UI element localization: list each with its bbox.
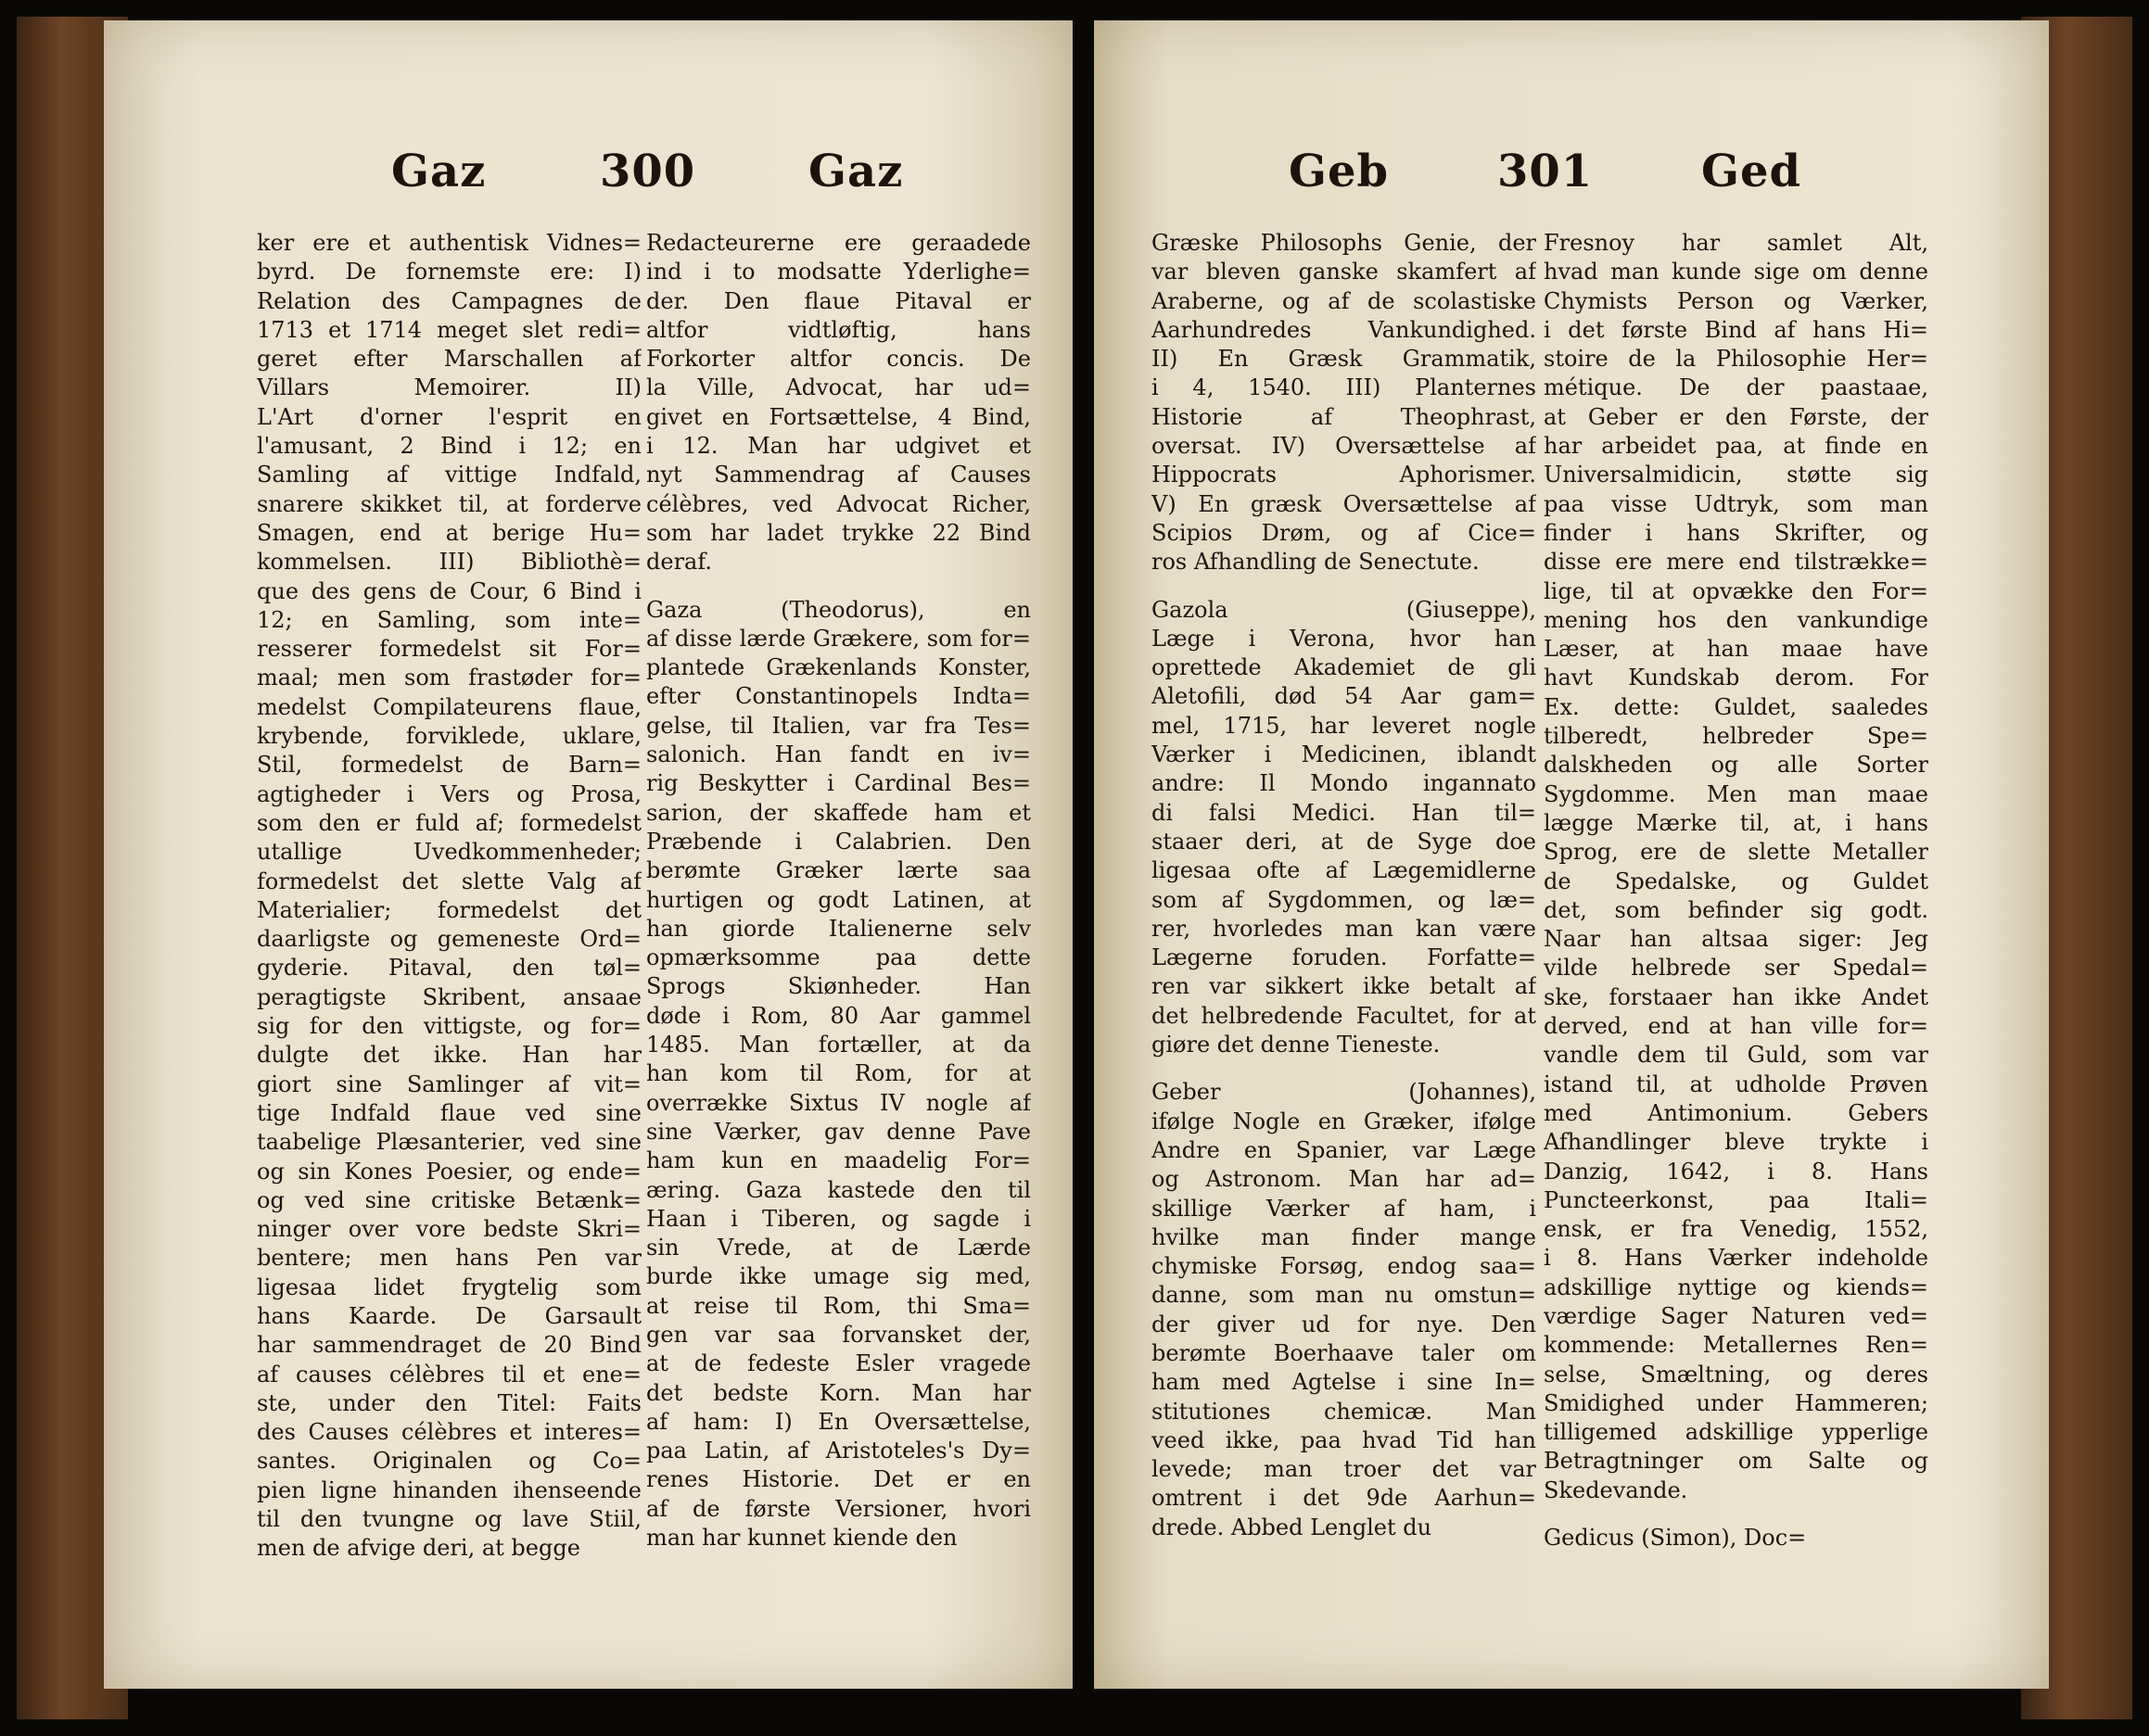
text-line: dulgte det ikke. Han har [257, 1042, 642, 1069]
text-line: Lægerne foruden. Forfatte= [1151, 944, 1536, 971]
text-line: santes. Originalen og Co= [257, 1448, 642, 1475]
text-line: berømte Boerhaave taler om [1151, 1339, 1536, 1366]
text-line: opmærksomme paa dette [646, 944, 1031, 971]
text-line: des Causes célèbres et interes= [257, 1419, 642, 1446]
header-left-word: Geb [1289, 146, 1390, 197]
text-line: gyderie. Pitaval, den tøl= [257, 955, 642, 982]
text-line: rer, hvorledes man kan være [1151, 915, 1536, 942]
text-line: 12; en Samling, som inte= [257, 606, 642, 633]
text-line: ifølge Nogle en Græker, ifølge [1151, 1108, 1536, 1134]
page-301 [1094, 20, 2049, 1689]
text-line: Materialier; formedelst det [257, 896, 642, 923]
text-line: célèbres, ved Advocat Richer, [646, 490, 1031, 517]
text-line: utallige Uvedkommenheder; [257, 839, 642, 866]
text-line: af disse lærde Grækere, som for= [646, 625, 1031, 652]
text-column-1 [257, 229, 642, 1564]
text-line: kommelsen. III) Bibliothè= [257, 549, 642, 576]
text-line: døde i Rom, 80 Aar gammel [646, 1002, 1031, 1029]
text-line: II) En Græsk Grammatik, [1151, 346, 1536, 373]
text-line: og Astronom. Man har ad= [1151, 1166, 1536, 1193]
text-line: sig for den vittigste, og for= [257, 1013, 642, 1040]
page-300 [104, 20, 1073, 1689]
text-line: det bedste Korn. Man har [646, 1379, 1031, 1406]
text-line: Hippocrats Aphorismer. [1151, 462, 1536, 488]
text-line: veed ikke, paa hvad Tid han [1151, 1426, 1536, 1453]
text-line: ham kun en maadelig For= [646, 1147, 1031, 1174]
text-line: af de første Versioner, hvori [646, 1495, 1031, 1522]
text-line: 1713 et 1714 meget slet redi= [257, 316, 642, 343]
text-line: Sprog, ere de slette Metaller [1544, 839, 1928, 866]
text-line: krybende, forviklede, uklare, [257, 723, 642, 750]
text-line: men de afvige deri, at begge [257, 1535, 580, 1562]
text-line: han giorde Italienerne selv [646, 915, 1031, 942]
text-line: at reise til Rom, thi Sma= [646, 1292, 1031, 1319]
text-line: lægge Mærke til, at, i hans [1544, 809, 1928, 836]
text-line: hurtigen og godt Latinen, at [646, 886, 1031, 913]
text-line: ind i to modsatte Yderlighe= [646, 259, 1031, 285]
text-line: af causes célèbres til et ene= [257, 1361, 642, 1388]
text-line: omtrent i det 9de Aarhun= [1151, 1485, 1536, 1512]
text-line: métique. De der paastaae, [1544, 374, 1928, 401]
text-line: levede; man troer det var [1151, 1456, 1536, 1483]
text-line: lige, til at opvække den For= [1544, 577, 1928, 604]
running-header [1094, 146, 2049, 210]
text-line: Chymists Person og Værker, [1544, 287, 1928, 314]
text-line: har arbeidet paa, at finde en [1544, 433, 1928, 460]
text-line: sarion, der skaffede ham et [646, 799, 1031, 826]
text-line: Historie af Theophrast, [1151, 403, 1536, 430]
text-line: vandle dem til Guld, som var [1544, 1042, 1928, 1069]
text-line: resserer formedelst sit For= [257, 636, 642, 663]
page-number: 300 [600, 146, 696, 197]
text-line: Værker i Medicinen, iblandt [1151, 741, 1536, 768]
text-line: Samling af vittige Indfald, [257, 462, 642, 488]
text-line: Danzig, 1642, i 8. Hans [1544, 1158, 1928, 1185]
text-line: hvilke man finder mange [1151, 1223, 1536, 1250]
text-line: kommende: Metallernes Ren= [1544, 1332, 1928, 1359]
text-line: drede. Abbed Lenglet du [1151, 1514, 1432, 1540]
text-line: di falsi Medici. Han til= [1151, 799, 1536, 826]
text-line: vilde helbrede ser Spedal= [1544, 955, 1928, 982]
text-line: medelst Compilateurens flaue, [257, 693, 642, 720]
text-line: ros Afhandling de Senectute. [1151, 549, 1480, 576]
text-line: paa visse Udtryk, som man [1544, 490, 1928, 517]
text-line: Relation des Campagnes de [257, 287, 642, 314]
text-line: ensk, er fra Venedig, 1552, [1544, 1216, 1928, 1243]
text-line: agtigheder i Vers og Prosa, [257, 780, 642, 807]
text-line: daarligste og gemeneste Ord= [257, 926, 642, 953]
text-line: l'amusant, 2 Bind i 12; en [257, 433, 642, 460]
text-line: som har ladet trykke 22 Bind [646, 519, 1031, 546]
text-line: pien ligne hinanden ihenseende [257, 1476, 642, 1503]
text-line: ske, forstaaer han ikke Andet [1544, 983, 1928, 1010]
text-line: overrække Sixtus IV nogle af [646, 1089, 1031, 1116]
text-line: oprettede Akademiet de gli [1151, 654, 1536, 681]
text-line: og sin Kones Poesier, og ende= [257, 1158, 642, 1185]
text-line: ham med Agtelse i sine In= [1151, 1369, 1536, 1396]
text-line: tilligemed adskillige ypperlige [1544, 1419, 1928, 1446]
text-line: Redacteurerne ere geraadede [646, 230, 1031, 256]
text-line: danne, som man nu omstun= [1151, 1282, 1536, 1309]
text-line: Araberne, og af de scolastiske [1151, 287, 1536, 314]
text-line: oversat. IV) Oversættelse af [1151, 433, 1536, 460]
text-line: Andre en Spanier, var Læge [1151, 1136, 1536, 1163]
text-line: skillige Værker af ham, i [1151, 1195, 1536, 1222]
text-line: Sprogs Skiønheder. Han [646, 973, 1031, 1000]
text-line: ste, under den Titel: Faits [257, 1389, 642, 1416]
text-column-2 [1544, 229, 1928, 1552]
text-line: Villars Memoirer. II) [257, 374, 642, 401]
text-line: tilberedt, helbreder Spe= [1544, 723, 1928, 750]
text-line: bentere; men hans Pen var [257, 1245, 642, 1272]
text-line: givet en Fortsættelse, 4 Bind, [646, 403, 1031, 430]
text-line: i det første Bind af hans Hi= [1544, 316, 1928, 343]
text-line: tige Indfald flaue ved sine [257, 1099, 642, 1126]
text-line: renes Historie. Det er en [646, 1466, 1031, 1493]
text-line: det, som befinder sig godt. [1544, 896, 1928, 923]
text-line: Læge i Verona, hvor han [1151, 625, 1536, 652]
text-line: man har kunnet kiende den [646, 1525, 958, 1552]
text-line: Aletofili, død 54 Aar gam= [1151, 683, 1536, 710]
text-line: berømte Græker lærte saa [646, 857, 1031, 884]
text-line: Græske Philosophs Genie, der [1151, 230, 1536, 256]
text-line: han kom til Rom, for at [646, 1060, 1031, 1087]
text-line [1151, 1059, 1536, 1078]
text-line: ninger over vore bedste Skri= [257, 1216, 642, 1243]
text-line: Gazola (Giuseppe), [1151, 596, 1536, 623]
text-line: derved, end at han ville for= [1544, 1013, 1928, 1040]
text-line: geret efter Marschallen af [257, 346, 642, 373]
text-line: giort sine Samlinger af vit= [257, 1071, 642, 1097]
text-line: i 4, 1540. III) Planternes [1151, 374, 1536, 401]
text-line: det helbredende Facultet, for at [1151, 1002, 1536, 1029]
text-line: stitutiones chemicæ. Man [1151, 1398, 1536, 1425]
text-line: var bleven ganske skamfert af [1151, 259, 1536, 285]
header-right-word: Ged [1701, 146, 1802, 197]
text-line: istand til, at udholde Prøven [1544, 1071, 1928, 1097]
text-line: og ved sine critiske Betænk= [257, 1186, 642, 1213]
text-line: som af Sygdommen, og læ= [1151, 886, 1536, 913]
text-line: ker ere et authentisk Vidnes= [257, 230, 642, 256]
text-line: Betragtninger om Salte og [1544, 1448, 1928, 1475]
text-line: at de fedeste Esler vragede [646, 1350, 1031, 1377]
text-line: byrd. De fornemste ere: I) [257, 259, 642, 285]
text-line: giøre det denne Tieneste. [1151, 1032, 1441, 1058]
text-line: staaer deri, at de Syge doe [1151, 828, 1536, 855]
page-number: 301 [1497, 146, 1594, 197]
text-line: formedelst det slette Valg af [257, 868, 642, 894]
text-line: der giver ud for nye. Den [1151, 1311, 1536, 1337]
text-line: altfor vidtløftig, hans [646, 316, 1031, 343]
text-line: Smagen, end at berige Hu= [257, 519, 642, 546]
text-line: Haan i Tiberen, og sagde i [646, 1205, 1031, 1232]
text-line: burde ikke umage sig med, [646, 1263, 1031, 1290]
text-line: efter Constantinopels Indta= [646, 683, 1031, 710]
text-line: til den tvungne og lave Stiil, [257, 1506, 642, 1533]
text-line: af ham: I) En Oversættelse, [646, 1408, 1031, 1435]
text-line: gen var saa forvansket der, [646, 1321, 1031, 1348]
text-line: ligesaa ofte af Lægemidlerne [1151, 857, 1536, 884]
text-line: Gedicus (Simon), Doc= [1544, 1525, 1807, 1552]
text-line: de Spedalske, og Guldet [1544, 868, 1928, 894]
text-line: plantede Grækenlands Konster, [646, 654, 1031, 681]
text-line: Puncteerkonst, paa Itali= [1544, 1186, 1928, 1213]
text-line: la Ville, Advocat, har ud= [646, 374, 1031, 401]
text-line: ren var sikkert ikke betalt af [1151, 973, 1536, 1000]
text-line [646, 577, 1031, 596]
text-line: que des gens de Cour, 6 Bind i [257, 577, 642, 604]
text-line: Naar han altsaa siger: Jeg [1544, 926, 1928, 953]
text-line: finder i hans Skrifter, og [1544, 519, 1928, 546]
text-line: Gaza (Theodorus), en [646, 596, 1031, 623]
text-line: dalskheden og alle Sorter [1544, 752, 1928, 779]
text-line: Fresnoy har samlet Alt, [1544, 230, 1928, 256]
text-line: at Geber er den Første, der [1544, 403, 1928, 430]
text-line: Aarhundredes Vankundighed. [1151, 316, 1536, 343]
text-column-1 [1151, 229, 1536, 1542]
text-line: Universalmidicin, støtte sig [1544, 462, 1928, 488]
text-line: i 8. Hans Værker indeholde [1544, 1245, 1928, 1272]
text-line: 1485. Man fortæller, at da [646, 1032, 1031, 1058]
text-line: peragtigste Skribent, ansaae [257, 983, 642, 1010]
text-line: værdige Sager Naturen ved= [1544, 1302, 1928, 1329]
text-line: selse, Smæltning, og deres [1544, 1361, 1928, 1388]
text-line: nyt Sammendrag af Causes [646, 462, 1031, 488]
text-line: som den er fuld af; formedelst [257, 809, 642, 836]
text-line: ligesaa lidet frygtelig som [257, 1273, 642, 1300]
text-line: V) En græsk Oversættelse af [1151, 490, 1536, 517]
text-line: deraf. [646, 549, 713, 576]
text-line: andre: Il Mondo ingannato [1151, 770, 1536, 797]
text-line: Geber (Johannes), [1151, 1079, 1536, 1106]
text-line: stoire de la Philosophie Her= [1544, 346, 1928, 373]
text-line: har sammendraget de 20 Bind [257, 1332, 642, 1359]
text-line: hans Kaarde. De Garsault [257, 1302, 642, 1329]
text-line: med Antimonium. Gebers [1544, 1099, 1928, 1126]
text-line: paa Latin, af Aristoteles's Dy= [646, 1438, 1031, 1464]
text-line: chymiske Forsøg, endog saa= [1151, 1253, 1536, 1280]
text-line: Stil, formedelst de Barn= [257, 752, 642, 779]
text-column-2 [646, 229, 1031, 1552]
text-line: gelse, til Italien, var fra Tes= [646, 712, 1031, 739]
text-line: adskillige nyttige og kiends= [1544, 1273, 1928, 1300]
text-line: Forkorter altfor concis. De [646, 346, 1031, 373]
header-right-word: Gaz [808, 146, 904, 197]
text-line: hvad man kunde sige om denne [1544, 259, 1928, 285]
text-line: Afhandlinger bleve trykte i [1544, 1129, 1928, 1156]
text-line: sin Vrede, at de Lærde [646, 1235, 1031, 1261]
text-line: mening hos den vankundige [1544, 606, 1928, 633]
text-line: salonich. Han fandt en iv= [646, 741, 1031, 768]
text-line: Sygdomme. Men man maae [1544, 780, 1928, 807]
text-line: æring. Gaza kastede den til [646, 1176, 1031, 1203]
text-line: maal; men som frastøder for= [257, 665, 642, 691]
text-line: disse ere mere end tilstrække= [1544, 549, 1928, 576]
text-line: taabelige Plæsanterier, ved sine [257, 1129, 642, 1156]
text-line: snarere skikket til, at forderve [257, 490, 642, 517]
text-line: Skedevande. [1544, 1476, 1688, 1503]
text-line: rig Beskytter i Cardinal Bes= [646, 770, 1031, 797]
text-line: mel, 1715, har leveret nogle [1151, 712, 1536, 739]
text-line [1151, 577, 1536, 596]
text-line: der. Den flaue Pitaval er [646, 287, 1031, 314]
text-line: sine Værker, gav denne Pave [646, 1118, 1031, 1145]
text-line: Ex. dette: Guldet, saaledes [1544, 693, 1928, 720]
text-line: Scipios Drøm, og af Cice= [1151, 519, 1536, 546]
text-line: havt Kundskab derom. For [1544, 665, 1928, 691]
running-header [104, 146, 1073, 210]
text-line: Præbende i Calabrien. Den [646, 828, 1031, 855]
text-line: Smidighed under Hammeren; [1544, 1389, 1928, 1416]
text-line [1544, 1505, 1928, 1524]
header-left-word: Gaz [391, 146, 487, 197]
text-line: Læser, at han maae have [1544, 636, 1928, 663]
text-line: L'Art d'orner l'esprit en [257, 403, 642, 430]
text-line: i 12. Man har udgivet et [646, 433, 1031, 460]
book-gutter [1073, 0, 1094, 1736]
